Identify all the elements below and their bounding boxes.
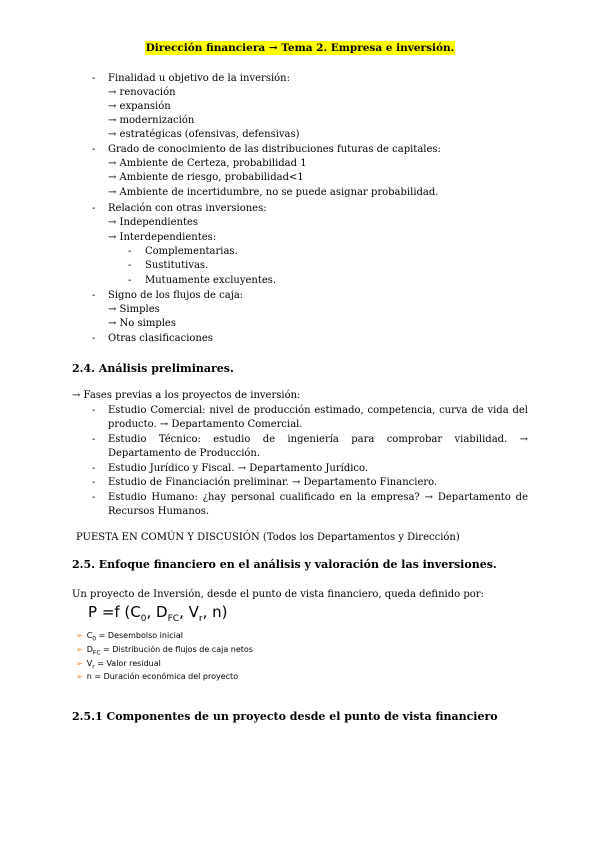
list-subitem: → Interdependientes: bbox=[108, 232, 217, 243]
section-intro: → Fases previas a los proyectos de inversión: bbox=[72, 390, 301, 401]
header-title: Dirección financiera → Tema 2. Empresa e inversión. bbox=[145, 42, 455, 54]
list-subsubitem: Sustitutivas. bbox=[145, 260, 209, 271]
dash-bullet: - bbox=[128, 246, 132, 257]
list-item-signo: Signo de los flujos de caja: bbox=[108, 290, 244, 301]
dash-bullet: - bbox=[92, 434, 96, 445]
list-item-estudio-financiacion: Estudio de Financiación preliminar. → Departamento Financiero. bbox=[108, 477, 438, 488]
dash-bullet: - bbox=[92, 290, 96, 301]
arrow-bullet-icon: ➢ bbox=[76, 645, 83, 654]
list-subitem: → Simples bbox=[108, 304, 160, 315]
dash-bullet: - bbox=[92, 203, 96, 214]
list-subsubitem: Complementarias. bbox=[145, 246, 238, 257]
formula: P =f ($C_0$, $D_{FC}$, $V_r$, n) bbox=[88, 603, 228, 624]
arrow-bullet-icon: ➢ bbox=[76, 631, 83, 640]
list-subitem: → Ambiente de incertidumbre, no se puede asignar probabilidad. bbox=[108, 187, 439, 198]
puesta-en-comun: PUESTA EN COMÚN Y DISCUSIÓN (Todos los Departamentos y Dirección) bbox=[76, 532, 460, 543]
dash-bullet: - bbox=[92, 477, 96, 488]
dash-bullet: - bbox=[128, 260, 132, 271]
page-header bbox=[0, 36, 600, 55]
legend-item: ➢ $V_r$ = Valor residual bbox=[76, 659, 161, 671]
section-heading-2-5-1: 2.5.1 Componentes de un proyecto desde el punto de vista financiero bbox=[72, 710, 498, 723]
section-heading-2-5: 2.5. Enfoque financiero en el análisis y valoración de las inversiones. bbox=[72, 558, 497, 571]
list-subsubitem: Mutuamente excluyentes. bbox=[145, 275, 277, 286]
list-subitem: → Ambiente de Certeza, probabilidad 1 bbox=[108, 158, 307, 169]
dash-bullet: - bbox=[128, 275, 132, 286]
list-subitem: → No simples bbox=[108, 318, 176, 329]
dash-bullet: - bbox=[92, 73, 96, 84]
list-subitem: → renovación bbox=[108, 87, 176, 98]
dash-bullet: - bbox=[92, 144, 96, 155]
list-subitem: → estratégicas (ofensivas, defensivas) bbox=[108, 129, 300, 140]
dash-bullet: - bbox=[92, 333, 96, 344]
list-item-otras: Otras clasificaciones bbox=[108, 333, 213, 344]
legend-item: ➢ n = Duración económica del proyecto bbox=[76, 672, 239, 681]
list-subitem: → Independientes bbox=[108, 217, 199, 228]
arrow-bullet-icon: ➢ bbox=[76, 672, 83, 681]
list-subitem: → Ambiente de riesgo, probabilidad<1 bbox=[108, 172, 304, 183]
legend-item: ➢ $D_{FC}$ = Distribución de flujos de caja netos bbox=[76, 645, 253, 657]
list-item-estudio-tecnico: Estudio Técnico: estudio de ingeniería para comprobar viabilidad. → Departamento de Producción. bbox=[108, 434, 528, 459]
list-item-estudio-humano: Estudio Humano: ¿hay personal cualificado en la empresa? → Departamento de Recursos Humanos. bbox=[108, 492, 528, 517]
legend-item: ➢ $C_0$ = Desembolso inicial bbox=[76, 631, 183, 643]
list-item-estudio-comercial: Estudio Comercial: nivel de producción estimado, competencia, curva de vida del producto. → Departamento Comercial. bbox=[108, 405, 528, 430]
section-intro: Un proyecto de Inversión, desde el punto de vista financiero, queda definido por: bbox=[72, 589, 484, 600]
arrow-bullet-icon: ➢ bbox=[76, 659, 83, 668]
list-item-estudio-juridico: Estudio Jurídico y Fiscal. → Departamento Jurídico. bbox=[108, 463, 369, 474]
list-subitem: → expansión bbox=[108, 101, 171, 112]
list-item-relacion: Relación con otras inversiones: bbox=[108, 203, 267, 214]
list-subitem: → modernización bbox=[108, 115, 195, 126]
dash-bullet: - bbox=[92, 405, 96, 416]
list-item-grado: Grado de conocimiento de las distribuciones futuras de capitales: bbox=[108, 144, 441, 155]
dash-bullet: - bbox=[92, 492, 96, 503]
dash-bullet: - bbox=[92, 463, 96, 474]
list-item-finalidad: Finalidad u objetivo de la inversión: bbox=[108, 73, 290, 84]
section-heading-2-4: 2.4. Análisis preliminares. bbox=[72, 362, 234, 375]
